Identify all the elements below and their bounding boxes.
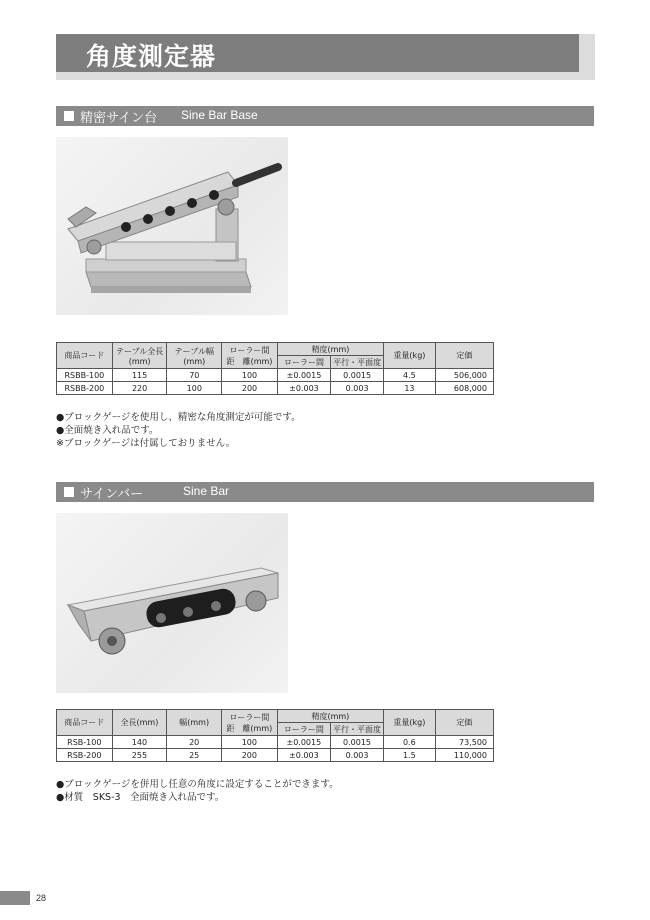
spec-table-sine-bar — [56, 709, 494, 762]
sine-bar-base-photo — [56, 137, 288, 315]
cell-price: 73,500 — [435, 736, 493, 749]
header-acc-roller: ローラー間 — [277, 356, 330, 369]
section-header-sine-bar — [56, 482, 594, 502]
cell: 140 — [112, 736, 167, 749]
header-weight: 重量(kg) — [384, 343, 436, 369]
cell-code: RSBB-100 — [57, 369, 113, 382]
note-line: ●ブロックゲージを併用し任意の角度に設定することができます。 — [56, 779, 339, 790]
title-shadow — [56, 72, 595, 80]
cell: 0.003 — [331, 382, 384, 395]
header-accuracy: 精度(mm) — [277, 710, 383, 723]
header-roller-distance: ローラー間 距 離(mm) — [222, 343, 278, 369]
cell: 100 — [222, 736, 278, 749]
note-line: ●全面焼き入れ品です。 — [56, 425, 159, 436]
section-title-en: Sine Bar Base — [181, 108, 258, 122]
header-weight: 重量(kg) — [384, 710, 436, 736]
cell: 20 — [167, 736, 222, 749]
cell: 1.5 — [384, 749, 436, 762]
cell: 0.003 — [331, 749, 384, 762]
page-number-tab — [0, 891, 30, 905]
section-title-en: Sine Bar — [183, 484, 230, 498]
cell: ±0.0015 — [277, 369, 330, 382]
header-width: 幅(mm) — [167, 710, 222, 736]
page-number: 28 — [36, 893, 47, 903]
notes-sine-bar — [56, 778, 339, 804]
note-line: ※ブロックゲージは付属しておりません。 — [56, 438, 236, 449]
section-title-jp: 精密サイン台 — [80, 111, 158, 126]
header-length: 全長(mm) — [112, 710, 167, 736]
square-bullet-icon — [64, 487, 74, 497]
header-acc-parallel: 平行・平面度 — [331, 723, 384, 736]
square-bullet-icon — [64, 111, 74, 121]
table-row — [57, 736, 494, 749]
header-roller-distance: ローラー間 距 離(mm) — [222, 710, 278, 736]
header-code: 商品コード — [57, 710, 113, 736]
header-acc-parallel: 平行・平面度 — [331, 356, 384, 369]
cell: 0.0015 — [331, 736, 384, 749]
cell: 4.5 — [384, 369, 436, 382]
cell-price: 608,000 — [435, 382, 493, 395]
header-price: 定価 — [435, 343, 493, 369]
note-line: ●材質 SKS-3 全面焼き入れ品です。 — [56, 792, 225, 803]
cell-code: RSB-200 — [57, 749, 113, 762]
header-table-width: テーブル幅 (mm) — [167, 343, 222, 369]
note-line: ●ブロックゲージを使用し、精密な角度測定が可能です。 — [56, 412, 301, 423]
table-row — [57, 382, 494, 395]
cell: 200 — [222, 749, 278, 762]
sine-bar-photo — [56, 513, 288, 693]
cell-price: 506,000 — [435, 369, 493, 382]
cell: 0.0015 — [331, 369, 384, 382]
notes-sine-bar-base — [56, 411, 301, 450]
header-price: 定価 — [435, 710, 493, 736]
cell: 13 — [384, 382, 436, 395]
cell-code: RSBB-200 — [57, 382, 113, 395]
page-title-bar — [56, 34, 579, 72]
cell-price: 110,000 — [435, 749, 493, 762]
header-code: 商品コード — [57, 343, 113, 369]
spec-table-sine-bar-base — [56, 342, 494, 395]
header-accuracy: 精度(mm) — [277, 343, 383, 356]
header-acc-roller: ローラー間 — [277, 723, 330, 736]
section-header-sine-bar-base — [56, 106, 594, 126]
cell: 200 — [222, 382, 278, 395]
table-row — [57, 369, 494, 382]
cell-code: RSB-100 — [57, 736, 113, 749]
cell: 100 — [222, 369, 278, 382]
section-title-jp: サインバー — [80, 487, 144, 502]
header-table-length: テーブル全長 (mm) — [112, 343, 167, 369]
cell: 220 — [112, 382, 167, 395]
title-shadow-right — [579, 34, 595, 80]
cell: 0.6 — [384, 736, 436, 749]
page-title: 角度測定器 — [86, 42, 217, 71]
cell: 100 — [167, 382, 222, 395]
cell: 255 — [112, 749, 167, 762]
cell: 70 — [167, 369, 222, 382]
cell: ±0.003 — [277, 749, 330, 762]
cell: ±0.003 — [277, 382, 330, 395]
cell: 115 — [112, 369, 167, 382]
table-row — [57, 749, 494, 762]
cell: 25 — [167, 749, 222, 762]
cell: ±0.0015 — [277, 736, 330, 749]
